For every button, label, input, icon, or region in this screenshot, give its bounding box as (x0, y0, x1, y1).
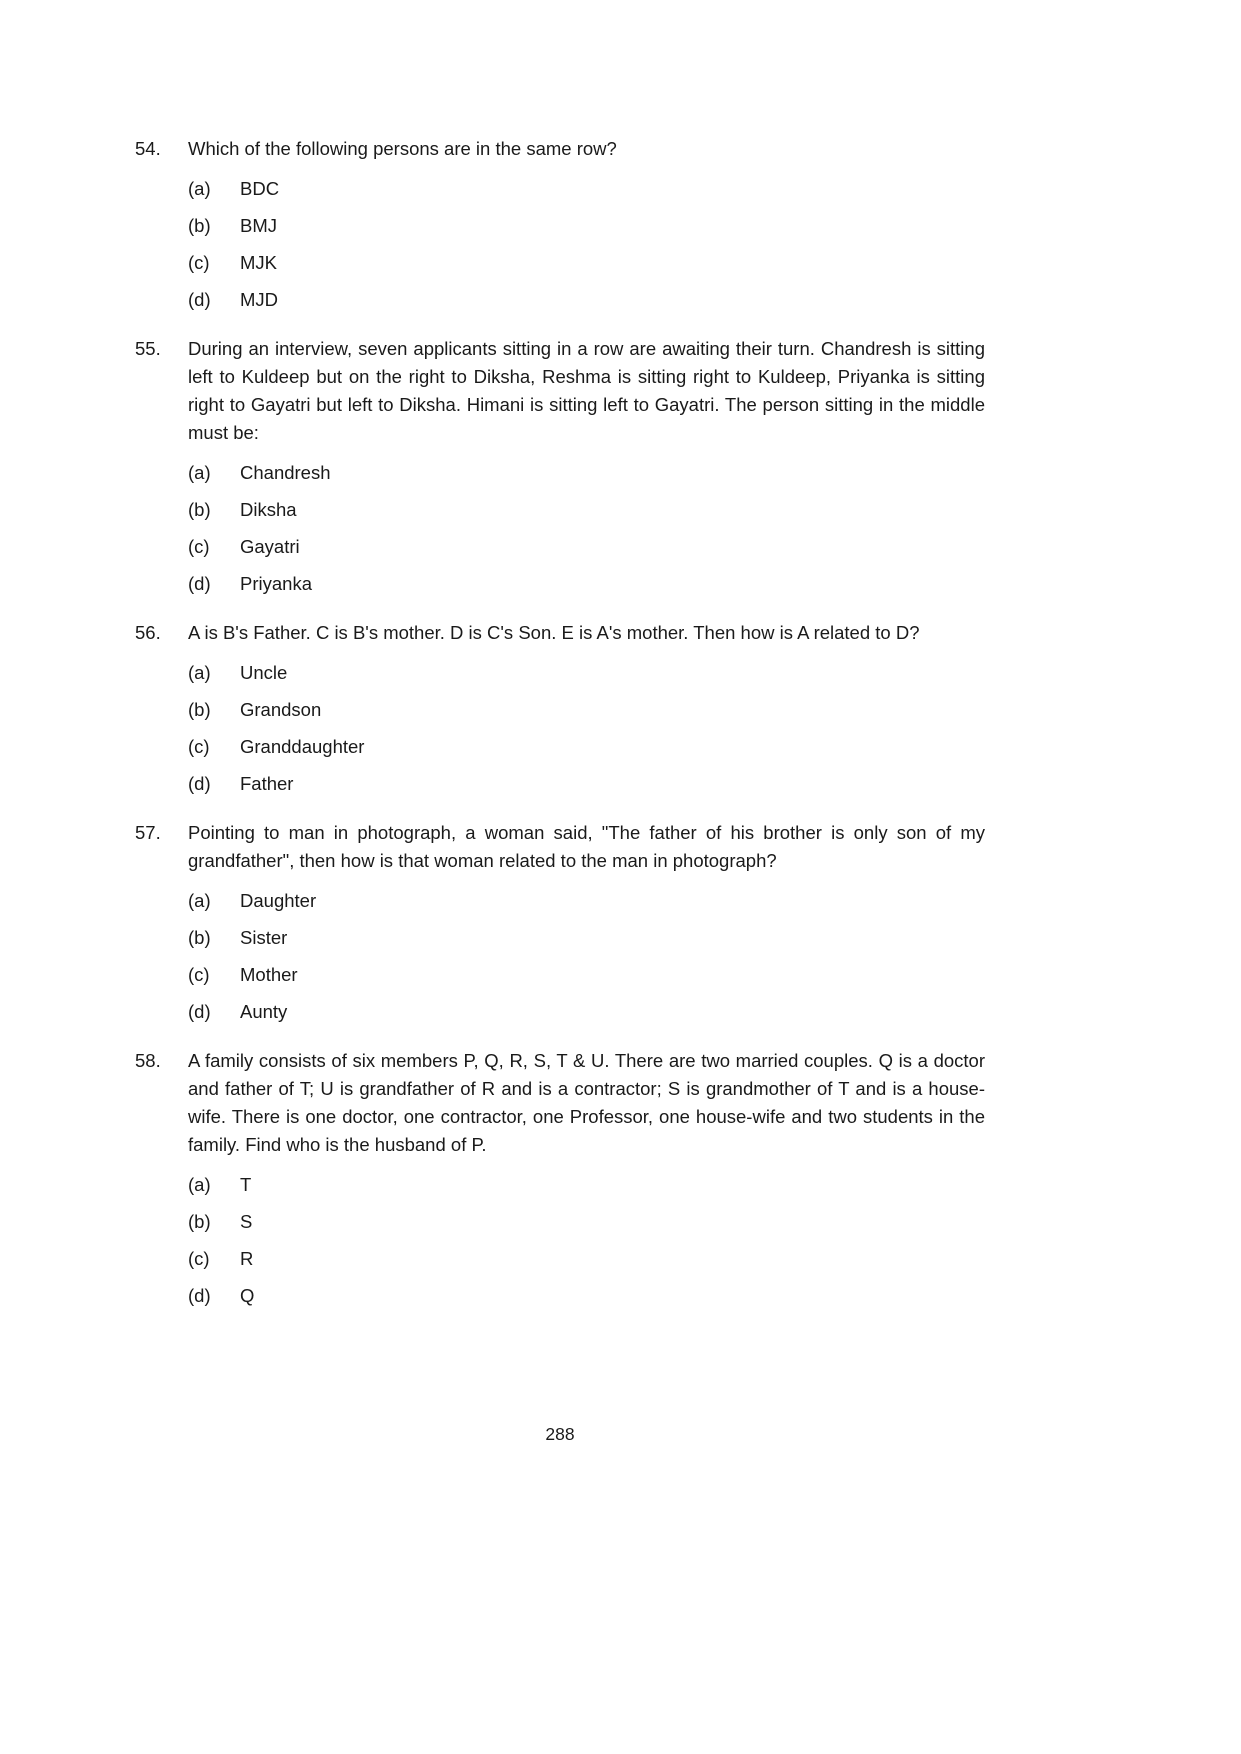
option-text: Father (240, 773, 294, 794)
option-label: (d) (188, 289, 211, 310)
option-d (188, 770, 985, 798)
question-number: 55. (135, 338, 161, 359)
option-text: S (240, 1211, 253, 1232)
option-b (188, 1208, 985, 1236)
option-text: MJD (240, 289, 279, 310)
option-c (188, 733, 985, 761)
option-label: (b) (188, 699, 211, 720)
option-text: Daughter (240, 890, 317, 911)
option-c (188, 961, 985, 989)
question-number: 56. (135, 622, 161, 643)
option-d (188, 570, 985, 598)
option-label: (c) (188, 536, 210, 557)
options-list (188, 1171, 985, 1310)
questions-section (135, 135, 985, 1331)
option-c (188, 249, 985, 277)
option-a (188, 1171, 985, 1199)
question-number: 54. (135, 138, 161, 159)
question-body (188, 135, 985, 323)
option-text: MJK (240, 252, 277, 273)
option-label: (a) (188, 178, 211, 199)
options-list (188, 659, 985, 798)
option-text: Diksha (240, 499, 297, 520)
options-list (188, 887, 985, 1026)
option-a (188, 459, 985, 487)
question-text: During an interview, seven applicants sitting in a row are awaiting their turn. Chandresh is sitting left to Kuldeep but on the right to Diksha, Reshma is sitting right to Kuldeep, Priyanka is sitting right to Gayatri but left to Diksha. Himani is sitting left to Gayatri. The person sitting in the middle must be: (188, 338, 985, 443)
option-a (188, 659, 985, 687)
option-c (188, 533, 985, 561)
option-text: Granddaughter (240, 736, 365, 757)
options-list (188, 459, 985, 598)
question-number: 58. (135, 1050, 161, 1071)
question-54 (135, 135, 985, 323)
question-text: A family consists of six members P, Q, R, S, T & U. There are two married couples. Q is a doctor and father of T; U is grandfather of R and is a contractor; S is grandmother of T and is a house-wife. There is one doctor, one contractor, one Professor, one house-wife and two students in the family. Find who is the husband of P. (188, 1050, 985, 1155)
option-label: (c) (188, 252, 210, 273)
option-label: (d) (188, 1285, 211, 1306)
option-text: Chandresh (240, 462, 331, 483)
option-a (188, 887, 985, 915)
question-56 (135, 619, 985, 807)
option-text: BDC (240, 178, 280, 199)
option-label: (b) (188, 927, 211, 948)
option-label: (d) (188, 773, 211, 794)
question-body (188, 819, 985, 1035)
question-text: Pointing to man in photograph, a woman said, "The father of his brother is only son of my grandfather", then how is that woman related to the man in photograph? (188, 822, 985, 871)
option-label: (a) (188, 662, 211, 683)
option-text: Mother (240, 964, 298, 985)
option-text: Aunty (240, 1001, 288, 1022)
option-c (188, 1245, 985, 1273)
option-label: (a) (188, 890, 211, 911)
question-number: 57. (135, 822, 161, 843)
option-b (188, 212, 985, 240)
question-text: A is B's Father. C is B's mother. D is C's Son. E is A's mother. Then how is A related to D? (188, 622, 920, 643)
option-b (188, 696, 985, 724)
option-d (188, 1282, 985, 1310)
option-label: (a) (188, 462, 211, 483)
option-text: T (240, 1174, 252, 1195)
option-label: (c) (188, 964, 210, 985)
option-text: Uncle (240, 662, 288, 683)
page-number: 288 (545, 1424, 575, 1444)
option-label: (d) (188, 1001, 211, 1022)
option-text: R (240, 1248, 254, 1269)
question-55 (135, 335, 985, 607)
question-body (188, 1047, 985, 1319)
option-text: BMJ (240, 215, 277, 236)
option-d (188, 286, 985, 314)
question-body (188, 619, 985, 807)
option-label: (a) (188, 1174, 211, 1195)
option-text: Grandson (240, 699, 322, 720)
question-text: Which of the following persons are in the same row? (188, 138, 617, 159)
option-text: Gayatri (240, 536, 300, 557)
question-57 (135, 819, 985, 1035)
option-label: (b) (188, 215, 211, 236)
option-text: Sister (240, 927, 288, 948)
option-text: Priyanka (240, 573, 312, 594)
option-d (188, 998, 985, 1026)
question-body (188, 335, 985, 607)
option-text: Q (240, 1285, 255, 1306)
question-58 (135, 1047, 985, 1319)
option-b (188, 496, 985, 524)
options-list (188, 175, 985, 314)
option-label: (b) (188, 499, 211, 520)
option-a (188, 175, 985, 203)
option-b (188, 924, 985, 952)
option-label: (c) (188, 736, 210, 757)
option-label: (d) (188, 573, 211, 594)
option-label: (b) (188, 1211, 211, 1232)
option-label: (c) (188, 1248, 210, 1269)
